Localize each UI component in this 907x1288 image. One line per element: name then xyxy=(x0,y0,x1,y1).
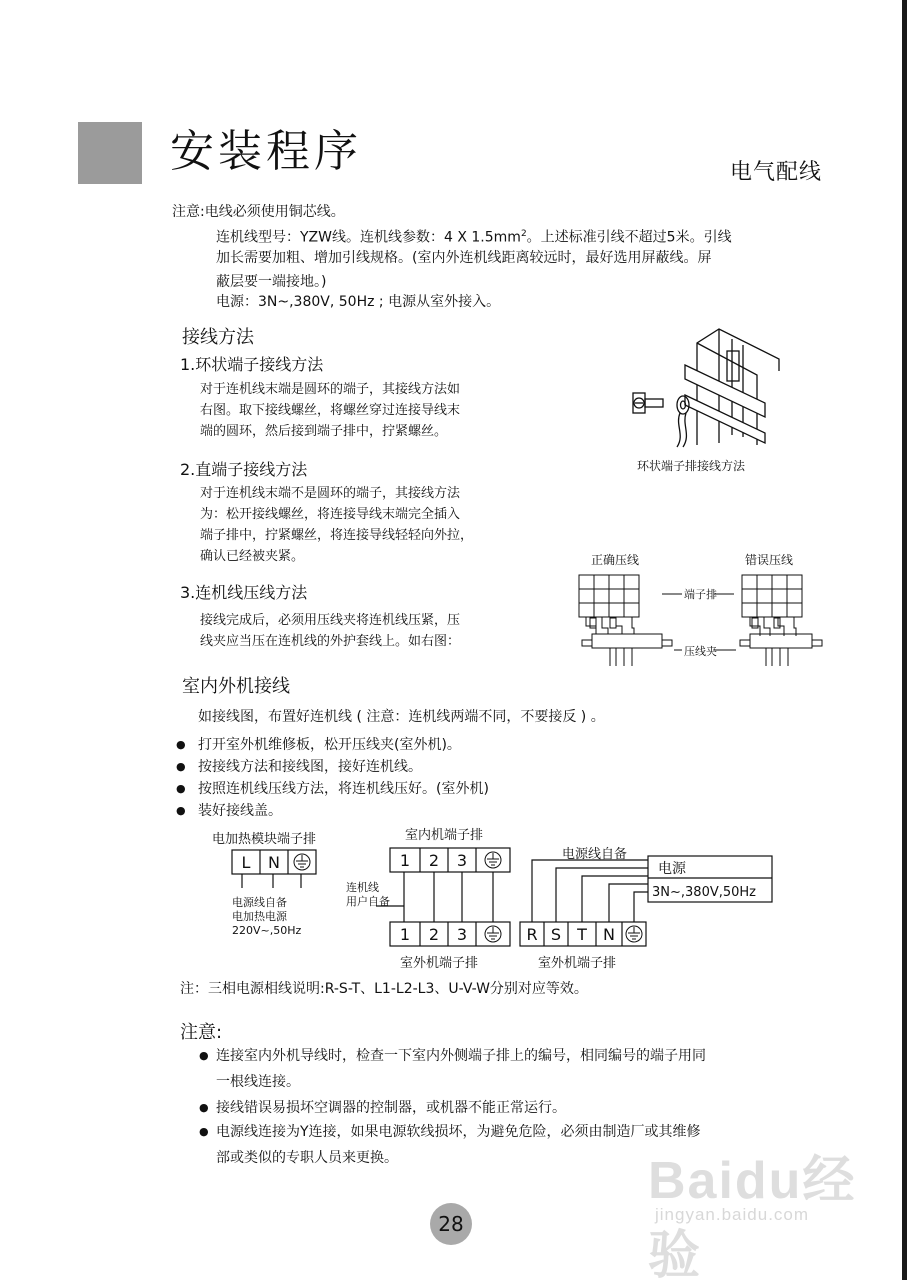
heater-note-line: 220V~,50Hz xyxy=(232,924,302,937)
ring-figure-caption: 环状端子排接线方法 xyxy=(637,459,746,473)
method3-body xyxy=(200,610,460,652)
outdoor-terminal-label: 2 xyxy=(428,925,440,944)
clamp-terminal-label: 端子排 xyxy=(684,588,717,601)
method2-body xyxy=(200,483,473,567)
heater-terminal-label: L xyxy=(241,853,251,872)
notice-line2: 加长需要加粗、增加引线规格。(室内外连机线距离较远时，最好选用屏蔽线。屏 xyxy=(216,250,712,266)
section-subtitle: 电气配线 xyxy=(730,160,823,185)
caution-item xyxy=(216,1095,566,1121)
method1-line: 右图。取下接线螺丝，将螺丝穿过连接导线末 xyxy=(200,403,461,418)
heater-note-line: 电源线自备 xyxy=(232,896,287,909)
indoor-outdoor-intro: 如接线图，布置好连机线 ( 注意：连机线两端不同，不要接反 ) 。 xyxy=(198,709,605,725)
power-terminal-label: N xyxy=(603,925,615,944)
link-cable-line: 连机线 xyxy=(346,881,379,894)
power-terminal-label: R xyxy=(526,925,538,944)
clamp-correct-label: 正确压线 xyxy=(591,553,640,567)
method2-line: 端子排中，拧紧螺丝，将连接导线轻轻向外拉， xyxy=(200,528,474,543)
bullet-item: ● 按接线方法和接线图，接好连机线。 xyxy=(198,756,422,778)
heater-note xyxy=(232,896,301,938)
cable-spec-a: 连机线型号：YZW线。连机线参数：4 X 1.5mm xyxy=(216,229,521,246)
caution-line: 一根线连接。 xyxy=(216,1074,300,1090)
caution-item xyxy=(216,1119,701,1171)
power-cable-label: 电源线自备 xyxy=(562,847,628,862)
page-right-border xyxy=(902,0,907,1280)
watermark-logo: Baidu经验 xyxy=(648,1152,857,1285)
method1-line: 对于连机线末端是圆环的端子，其接线方法如 xyxy=(200,382,461,397)
power-box-spec: 3N~,380V,50Hz xyxy=(652,885,756,900)
method1-line: 端的圆环，然后接到端子排中，拧紧螺丝。 xyxy=(200,424,448,439)
power-terminal-label: T xyxy=(577,925,587,944)
clamp-clamp-label: 压线夹 xyxy=(684,645,717,658)
phase-note: 注：三相电源相线说明:R-S-T、L1-L2-L3、U-V-W分别对应等效。 xyxy=(180,981,588,997)
page-title: 安装程序 xyxy=(170,126,362,177)
method2-line: 为：松开接线螺丝，将连接导线末端完全插入 xyxy=(200,507,461,522)
bullet-item: ● 打开室外机维修板，松开压线夹(室外机)。 xyxy=(198,734,461,756)
caution-item xyxy=(216,1043,706,1095)
method3-line: 接线完成后，必须用压线夹将连机线压紧，压 xyxy=(200,613,461,628)
outdoor-power-terminal-title: 室外机端子排 xyxy=(538,956,617,971)
page-number: 28 xyxy=(430,1203,472,1245)
outdoor-terminal-label: 1 xyxy=(399,925,411,944)
cable-spec-b: 。上述标准引线不超过5米。引线 xyxy=(526,229,732,246)
indoor-terminal-label: 1 xyxy=(399,851,411,870)
heater-terminal-title: 电加热模块端子排 xyxy=(212,832,317,847)
caution-line: ● 电源线连接为Y连接，如果电源软线损坏，为避免危险，必须由制造厂或其维修 xyxy=(216,1124,701,1140)
link-cable-label xyxy=(346,881,390,909)
indoor-outdoor-heading: 室内外机接线 xyxy=(182,676,290,697)
heater-terminal-label: N xyxy=(268,853,280,872)
cautions-heading: 注意: xyxy=(180,1022,223,1043)
link-cable-line: 用户自备 xyxy=(346,895,390,908)
cable-spec-sup: 2 xyxy=(520,229,527,239)
method2-title: 2.直端子接线方法 xyxy=(180,460,308,479)
power-terminal-label: S xyxy=(550,925,562,944)
ring-terminal-figure xyxy=(615,325,790,455)
method3-title: 3.连机线压线方法 xyxy=(180,583,308,602)
method1-body xyxy=(200,379,460,442)
notice-lead: 注意:电线必须使用铜芯线。 xyxy=(172,204,345,220)
heater-note-line: 电加热电源 xyxy=(232,910,287,923)
notice-power: 电源：3N~,380V, 50Hz ; 电源从室外接入。 xyxy=(216,294,501,310)
method3-line: 线夹应当压在连机线的外护套线上。如右图： xyxy=(200,634,461,649)
watermark-url: jingyan.baidu.com xyxy=(655,1205,810,1224)
caution-line: ● 连接室内外机导线时，检查一下室内外侧端子排上的编号，相同编号的端子用同 xyxy=(216,1048,706,1064)
method2-line: 对于连机线末端不是圆环的端子，其接线方法 xyxy=(200,486,461,501)
notice-line3: 蔽层要一端接地。) xyxy=(216,274,327,290)
indoor-terminal-title: 室内机端子排 xyxy=(405,828,484,843)
bullet-item: ● 装好接线盖。 xyxy=(198,800,282,822)
indoor-terminal-label: 3 xyxy=(456,851,468,870)
caution-line: 部或类似的专职人员来更换。 xyxy=(216,1150,398,1166)
bullet-item: ● 按照连机线压线方法，将连机线压好。(室外机) xyxy=(198,778,489,800)
method2-line: 确认已经被夹紧。 xyxy=(200,549,305,564)
wiring-method-heading: 接线方法 xyxy=(182,327,254,348)
caution-line: ● 接线错误易损坏空调器的控制器，或机器不能正常运行。 xyxy=(216,1100,566,1116)
clamp-wrong-label: 错误压线 xyxy=(745,553,794,567)
section-marker xyxy=(78,122,142,184)
outdoor-terminal-title: 室外机端子排 xyxy=(400,956,479,971)
outdoor-terminal-label: 3 xyxy=(456,925,468,944)
power-box-title: 电源 xyxy=(658,861,686,877)
indoor-terminal-label: 2 xyxy=(428,851,440,870)
method1-title: 1.环状端子接线方法 xyxy=(180,355,324,374)
